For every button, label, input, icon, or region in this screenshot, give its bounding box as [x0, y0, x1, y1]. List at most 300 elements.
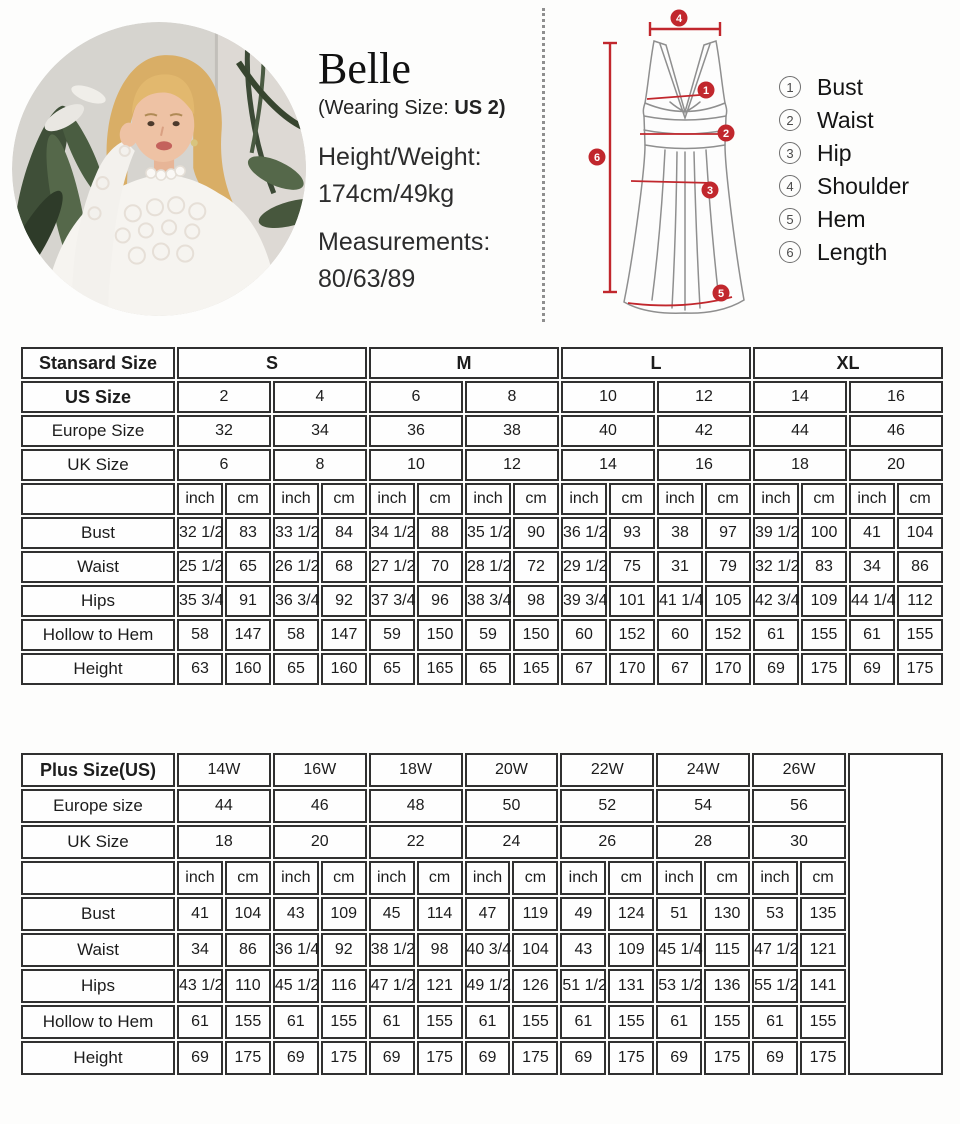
size-cell: 33 1/2: [273, 517, 319, 549]
table-row: [21, 825, 943, 859]
size-cell: 131: [608, 969, 654, 1003]
legend-item-waist: [779, 106, 909, 133]
size-cell: 109: [321, 897, 367, 931]
table-row: [21, 789, 943, 823]
size-cell: 47 1/2: [369, 969, 415, 1003]
size-cell: 61: [369, 1005, 415, 1039]
size-cell: 155: [225, 1005, 271, 1039]
row-label-cell: Waist: [21, 551, 175, 583]
plus-size-table: [19, 751, 945, 1077]
size-cell: 92: [321, 933, 367, 967]
size-cell: 6: [369, 381, 463, 413]
size-cell: 36 1/4: [273, 933, 319, 967]
size-cell: 141: [800, 969, 846, 1003]
size-cell: 20: [273, 825, 367, 859]
size-cell: 124: [608, 897, 654, 931]
size-cell: 155: [608, 1005, 654, 1039]
size-cell: 39 3/4: [561, 585, 607, 617]
size-cell: 35 3/4: [177, 585, 223, 617]
size-cell: 175: [897, 653, 943, 685]
size-cell: 61: [849, 619, 895, 651]
size-cell: 96: [417, 585, 463, 617]
size-cell: 42 3/4: [753, 585, 799, 617]
legend-label: Hem: [817, 205, 866, 232]
size-cell: 59: [369, 619, 415, 651]
size-cell: 130: [704, 897, 750, 931]
size-cell: 53 1/2: [656, 969, 702, 1003]
size-cell: 20W: [465, 753, 559, 787]
svg-text:1: 1: [702, 85, 710, 97]
size-cell: M: [369, 347, 559, 379]
size-cell: cm: [513, 483, 559, 515]
size-cell: cm: [512, 861, 558, 895]
size-cell: 35 1/2: [465, 517, 511, 549]
size-cell: 105: [705, 585, 751, 617]
svg-text:4: 4: [675, 13, 683, 25]
row-label-cell: Waist: [21, 933, 175, 967]
table-row: [21, 753, 943, 787]
legend-item-hip: [779, 139, 909, 166]
size-cell: 68: [321, 551, 367, 583]
size-cell: 116: [321, 969, 367, 1003]
size-cell: cm: [225, 861, 271, 895]
model-photo-illustration: [12, 22, 306, 316]
size-cell: 34 1/2: [369, 517, 415, 549]
circled-number-icon: 1: [779, 76, 801, 98]
size-cell: 58: [177, 619, 223, 651]
size-cell: 175: [417, 1041, 463, 1075]
size-cell: 147: [321, 619, 367, 651]
row-label-cell: Height: [21, 1041, 175, 1075]
size-cell: 155: [512, 1005, 558, 1039]
length-measure-line: [603, 43, 617, 292]
size-cell: 93: [609, 517, 655, 549]
marker-hip: [702, 182, 719, 199]
size-cell: 155: [321, 1005, 367, 1039]
size-cell: 160: [225, 653, 271, 685]
row-label-cell: [21, 483, 175, 515]
size-cell: 104: [897, 517, 943, 549]
size-cell: 101: [609, 585, 655, 617]
size-cell: 34: [849, 551, 895, 583]
size-cell: 98: [513, 585, 559, 617]
circled-number-icon: 2: [779, 109, 801, 131]
height-weight-value: 174cm/49kg: [318, 180, 455, 208]
size-cell: 175: [800, 1041, 846, 1075]
size-cell: 104: [512, 933, 558, 967]
size-cell: 88: [417, 517, 463, 549]
size-cell: 14: [561, 449, 655, 481]
size-cell: 170: [705, 653, 751, 685]
size-cell: 12: [657, 381, 751, 413]
size-cell: 10: [369, 449, 463, 481]
size-cell: 91: [225, 585, 271, 617]
wearing-size-label: (Wearing Size:: [318, 97, 449, 119]
height-weight-label: Height/Weight:: [318, 143, 482, 171]
size-cell: 2: [177, 381, 271, 413]
size-cell: 38 3/4: [465, 585, 511, 617]
size-cell: 70: [417, 551, 463, 583]
size-cell: 65: [369, 653, 415, 685]
size-cell: 22: [369, 825, 463, 859]
size-cell: 40 3/4: [465, 933, 511, 967]
table-row: [21, 897, 943, 931]
size-cell: inch: [273, 483, 319, 515]
legend-item-shoulder: [779, 172, 910, 199]
size-cell: inch: [561, 483, 607, 515]
size-cell: 150: [417, 619, 463, 651]
table-row: [21, 483, 943, 515]
size-cell: cm: [800, 861, 846, 895]
size-cell: 32 1/2: [177, 517, 223, 549]
size-cell: 109: [608, 933, 654, 967]
size-cell: 175: [512, 1041, 558, 1075]
table-row: [21, 381, 943, 413]
size-cell: [848, 753, 943, 1075]
legend-item-bust: [779, 73, 909, 100]
size-cell: 83: [225, 517, 271, 549]
size-cell: 69: [560, 1041, 606, 1075]
size-cell: 18W: [369, 753, 463, 787]
size-cell: XL: [753, 347, 943, 379]
size-cell: 97: [705, 517, 751, 549]
size-cell: 175: [801, 653, 847, 685]
table-row: [21, 415, 943, 447]
model-name: Belle: [318, 44, 411, 93]
size-cell: 8: [465, 381, 559, 413]
size-cell: 31: [657, 551, 703, 583]
table-row: [21, 933, 943, 967]
size-cell: 12: [465, 449, 559, 481]
size-cell: 34: [273, 415, 367, 447]
size-cell: 175: [321, 1041, 367, 1075]
size-cell: 79: [705, 551, 751, 583]
size-cell: 24: [465, 825, 559, 859]
size-cell: 67: [561, 653, 607, 685]
size-cell: 48: [369, 789, 463, 823]
row-label-cell: Stansard Size: [21, 347, 175, 379]
size-cell: 14W: [177, 753, 271, 787]
size-cell: 114: [417, 897, 463, 931]
model-photo: [12, 22, 306, 316]
size-cell: 39 1/2: [753, 517, 799, 549]
size-cell: 49: [560, 897, 606, 931]
size-cell: 38 1/2: [369, 933, 415, 967]
size-cell: 126: [512, 969, 558, 1003]
size-cell: 63: [177, 653, 223, 685]
svg-text:3: 3: [706, 185, 714, 197]
size-cell: 100: [801, 517, 847, 549]
size-cell: 61: [752, 1005, 798, 1039]
dress-measurement-diagram: [553, 2, 765, 328]
size-cell: 26: [560, 825, 654, 859]
size-cell: inch: [657, 483, 703, 515]
row-label-cell: UK Size: [21, 449, 175, 481]
row-label-cell: Height: [21, 653, 175, 685]
size-cell: 45: [369, 897, 415, 931]
size-cell: 121: [417, 969, 463, 1003]
circled-number-icon: 3: [779, 142, 801, 164]
size-cell: S: [177, 347, 367, 379]
size-cell: 49 1/2: [465, 969, 511, 1003]
size-cell: 41: [177, 897, 223, 931]
shoulder-measure-line: [650, 22, 720, 36]
size-cell: 110: [225, 969, 271, 1003]
table-row: [21, 585, 943, 617]
size-cell: 150: [513, 619, 559, 651]
row-label-cell: [21, 861, 175, 895]
size-cell: 45 1/4: [656, 933, 702, 967]
size-cell: 155: [801, 619, 847, 651]
size-cell: 84: [321, 517, 367, 549]
size-cell: 170: [609, 653, 655, 685]
size-cell: 112: [897, 585, 943, 617]
size-cell: 10: [561, 381, 655, 413]
size-cell: inch: [177, 861, 223, 895]
row-label-cell: Europe Size: [21, 415, 175, 447]
size-cell: inch: [369, 483, 415, 515]
size-cell: 69: [753, 653, 799, 685]
size-cell: 43 1/2: [177, 969, 223, 1003]
size-cell: 65: [465, 653, 511, 685]
size-cell: cm: [225, 483, 271, 515]
size-cell: cm: [608, 861, 654, 895]
size-cell: 45 1/2: [273, 969, 319, 1003]
size-cell: 16W: [273, 753, 367, 787]
legend-label: Bust: [817, 73, 864, 100]
size-cell: cm: [704, 861, 750, 895]
size-cell: 29 1/2: [561, 551, 607, 583]
legend-label: Shoulder: [817, 172, 910, 199]
size-cell: 14: [753, 381, 847, 413]
row-label-cell: Hips: [21, 969, 175, 1003]
size-cell: 38: [657, 517, 703, 549]
measurement-legend: [779, 73, 910, 265]
circled-number-icon: 5: [779, 208, 801, 230]
size-cell: 61: [273, 1005, 319, 1039]
size-cell: 30: [752, 825, 846, 859]
size-cell: inch: [849, 483, 895, 515]
size-cell: 165: [513, 653, 559, 685]
size-cell: 42: [657, 415, 751, 447]
size-cell: 69: [656, 1041, 702, 1075]
size-cell: 83: [801, 551, 847, 583]
size-cell: 32: [177, 415, 271, 447]
size-cell: 155: [704, 1005, 750, 1039]
legend-label: Length: [817, 238, 888, 265]
row-label-cell: US Size: [21, 381, 175, 413]
circled-number-icon: 4: [779, 175, 801, 197]
size-cell: 92: [321, 585, 367, 617]
size-cell: 18: [177, 825, 271, 859]
wearing-size-value: US 2): [454, 97, 506, 119]
size-cell: 61: [465, 1005, 511, 1039]
size-cell: 32 1/2: [753, 551, 799, 583]
table-row: [21, 619, 943, 651]
table-row: [21, 969, 943, 1003]
size-cell: 43: [273, 897, 319, 931]
svg-text:5: 5: [717, 288, 725, 300]
size-cell: 121: [800, 933, 846, 967]
wearing-size: [318, 94, 543, 123]
size-cell: 34: [177, 933, 223, 967]
size-cell: 58: [273, 619, 319, 651]
marker-length: [589, 149, 606, 166]
size-cell: 26 1/2: [273, 551, 319, 583]
size-cell: cm: [897, 483, 943, 515]
size-cell: 28 1/2: [465, 551, 511, 583]
row-label-cell: Hollow to Hem: [21, 1005, 175, 1039]
size-cell: 60: [657, 619, 703, 651]
size-cell: 60: [561, 619, 607, 651]
size-cell: 18: [753, 449, 847, 481]
size-cell: 8: [273, 449, 367, 481]
size-cell: 152: [609, 619, 655, 651]
circled-number-icon: 6: [779, 241, 801, 263]
table-row: [21, 517, 943, 549]
size-cell: 147: [225, 619, 271, 651]
size-cell: L: [561, 347, 751, 379]
model-info: [318, 44, 543, 298]
size-cell: inch: [177, 483, 223, 515]
table-row: [21, 653, 943, 685]
marker-hem: [713, 285, 730, 302]
table-row: [21, 861, 943, 895]
size-cell: 53: [752, 897, 798, 931]
size-cell: 16: [657, 449, 751, 481]
table-row: [21, 551, 943, 583]
size-cell: 54: [656, 789, 750, 823]
size-cell: 4: [273, 381, 367, 413]
size-cell: 40: [561, 415, 655, 447]
measurements: [318, 224, 543, 298]
size-cell: inch: [273, 861, 319, 895]
size-cell: 155: [417, 1005, 463, 1039]
size-cell: 72: [513, 551, 559, 583]
height-weight: [318, 139, 543, 213]
size-cell: 69: [273, 1041, 319, 1075]
size-cell: 25 1/2: [177, 551, 223, 583]
legend-label: Hip: [817, 139, 852, 166]
size-cell: 20: [849, 449, 943, 481]
size-cell: 46: [849, 415, 943, 447]
size-cell: 61: [560, 1005, 606, 1039]
legend-label: Waist: [817, 106, 874, 133]
size-cell: 135: [800, 897, 846, 931]
size-cell: 36 1/2: [561, 517, 607, 549]
size-cell: 16: [849, 381, 943, 413]
size-cell: 69: [177, 1041, 223, 1075]
size-cell: inch: [465, 861, 511, 895]
table-row: [21, 1041, 943, 1075]
size-cell: 51: [656, 897, 702, 931]
size-cell: 86: [225, 933, 271, 967]
size-cell: 86: [897, 551, 943, 583]
dress-outline: [624, 41, 744, 313]
size-cell: 27 1/2: [369, 551, 415, 583]
size-cell: 22W: [560, 753, 654, 787]
size-cell: 152: [705, 619, 751, 651]
legend-item-length: [779, 238, 909, 265]
size-cell: 37 3/4: [369, 585, 415, 617]
table-row: [21, 1005, 943, 1039]
svg-text:2: 2: [722, 128, 730, 140]
size-cell: 69: [465, 1041, 511, 1075]
size-cell: 43: [560, 933, 606, 967]
row-label-cell: Plus Size(US): [21, 753, 175, 787]
size-cell: 165: [417, 653, 463, 685]
measurements-value: 80/63/89: [318, 265, 416, 293]
dotted-divider: [542, 8, 545, 322]
size-cell: 98: [417, 933, 463, 967]
legend-item-hem: [779, 205, 909, 232]
size-cell: 136: [704, 969, 750, 1003]
size-cell: 61: [177, 1005, 223, 1039]
row-label-cell: Hips: [21, 585, 175, 617]
size-cell: inch: [753, 483, 799, 515]
size-cell: inch: [752, 861, 798, 895]
marker-waist: [718, 125, 735, 142]
size-cell: 26W: [752, 753, 846, 787]
size-cell: inch: [560, 861, 606, 895]
size-cell: 41 1/4: [657, 585, 703, 617]
size-cell: 41: [849, 517, 895, 549]
size-cell: 6: [177, 449, 271, 481]
size-cell: 38: [465, 415, 559, 447]
size-cell: 47: [465, 897, 511, 931]
size-cell: 69: [752, 1041, 798, 1075]
size-cell: 155: [800, 1005, 846, 1039]
size-cell: 46: [273, 789, 367, 823]
row-label-cell: Bust: [21, 897, 175, 931]
size-cell: 115: [704, 933, 750, 967]
size-cell: 160: [321, 653, 367, 685]
standard-size-table: [19, 345, 945, 687]
size-cell: 69: [849, 653, 895, 685]
measurements-label: Measurements:: [318, 228, 491, 256]
size-cell: cm: [705, 483, 751, 515]
size-cell: 175: [225, 1041, 271, 1075]
size-cell: 155: [897, 619, 943, 651]
size-cell: 52: [560, 789, 654, 823]
size-cell: 51 1/2: [560, 969, 606, 1003]
size-cell: 44 1/4: [849, 585, 895, 617]
size-cell: cm: [417, 861, 463, 895]
table-row: [21, 347, 943, 379]
table-row: [21, 449, 943, 481]
size-cell: 69: [369, 1041, 415, 1075]
size-cell: inch: [656, 861, 702, 895]
row-label-cell: Europe size: [21, 789, 175, 823]
size-cell: cm: [801, 483, 847, 515]
size-cell: 55 1/2: [752, 969, 798, 1003]
size-cell: inch: [465, 483, 511, 515]
size-cell: 175: [608, 1041, 654, 1075]
size-cell: 56: [752, 789, 846, 823]
size-cell: 75: [609, 551, 655, 583]
size-cell: 44: [177, 789, 271, 823]
size-cell: 119: [512, 897, 558, 931]
size-cell: 36 3/4: [273, 585, 319, 617]
size-cell: 47 1/2: [752, 933, 798, 967]
size-cell: cm: [321, 483, 367, 515]
size-cell: 65: [225, 551, 271, 583]
row-label-cell: Hollow to Hem: [21, 619, 175, 651]
size-cell: 24W: [656, 753, 750, 787]
marker-shoulder: [671, 10, 688, 27]
size-cell: 61: [656, 1005, 702, 1039]
row-label-cell: Bust: [21, 517, 175, 549]
